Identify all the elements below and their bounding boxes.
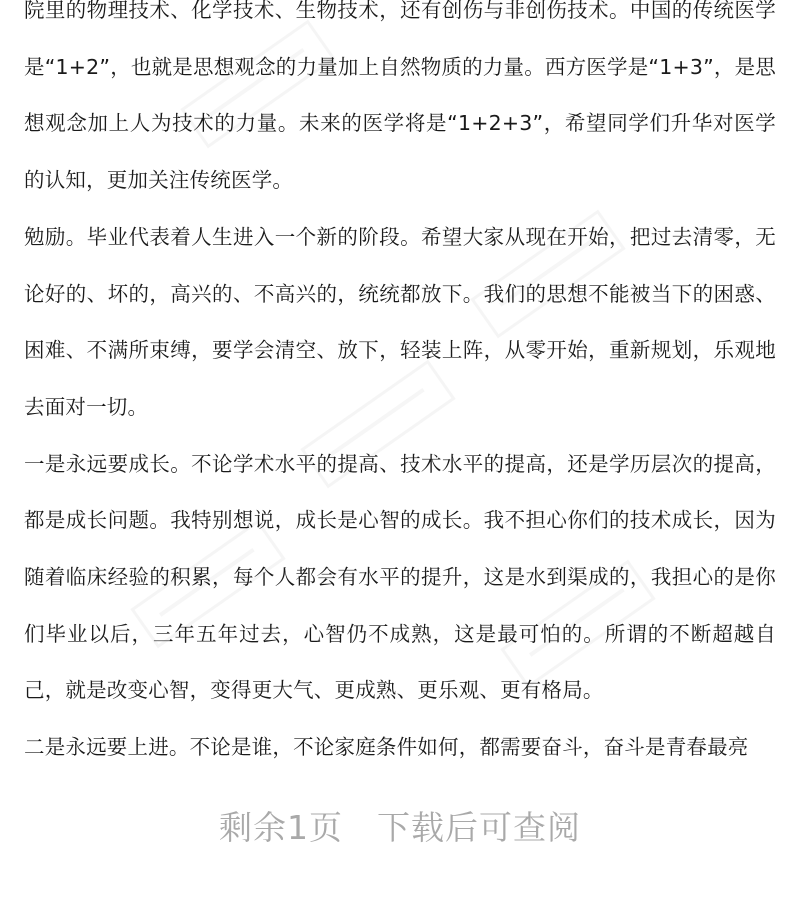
paragraph: 二是永远要上进。不论是谁，不论家庭条件如何，都需要奋斗，奋斗是青春最亮 [24,735,749,760]
paragraph: 一是永远要成长。不论学术水平的提高、技术水平的提高，还是学历层次的提高，都是成长问题。我特别想说，成长是心智的成长。我不担心你们的技术成长，因为随着临床经验的积累，每个人都会有水平的提升，这是水到渠成的，我担心的是你们毕业以后，三年五年过去，心智仍不成熟，这是最可怕的。所谓的不断超越自己，就是改变心智，变得更大气、更成熟、更乐观、更有格局。 [24,451,776,703]
download-hint-text: 下载后可查阅 [377,808,581,847]
remaining-pages-text: 剩余1页 [219,808,343,847]
document-body [24,0,776,776]
paragraph: 院里的物理技术、化学技术、生物技术，还有创伤与非创伤技术。中国的传统医学是“1+2”，也就是思想观念的力量加上自然物质的力量。西方医学是“1+3”，是思想观念加上人为技术的力量。未来的医学将是“1+2+3”，希望同学们升华对医学的认知，更加关注传统医学。 [24,0,777,193]
download-to-read-more-banner[interactable] [0,770,800,886]
paragraph: 勉励。毕业代表着人生进入一个新的阶段。希望大家从现在开始，把过去清零，无论好的、坏的，高兴的、不高兴的，统统都放下。我们的思想不能被当下的困惑、困难、不满所束缚，要学会清空、放下，轻装上阵，从零开始，重新规划，乐观地去面对一切。 [24,224,776,419]
